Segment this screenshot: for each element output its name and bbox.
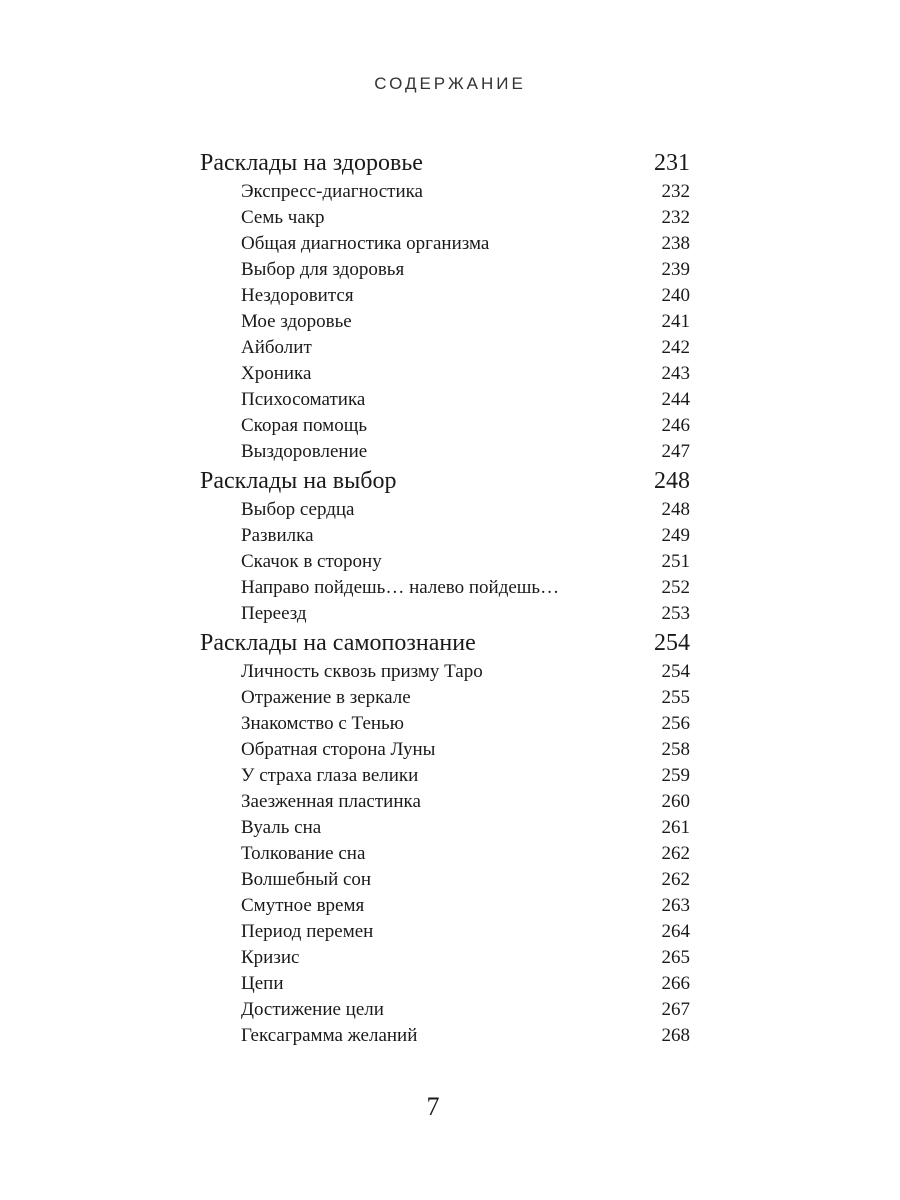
entry-title: Скачок в сторону xyxy=(241,551,382,572)
toc-entry[interactable] xyxy=(200,309,690,335)
toc-entry[interactable] xyxy=(200,685,690,711)
toc-entry[interactable] xyxy=(200,659,690,685)
entry-title: Толкование сна xyxy=(241,843,366,864)
entry-page-number: 232 xyxy=(661,207,690,228)
section-title: Расклады на выбор xyxy=(200,468,397,494)
entry-page-number: 249 xyxy=(661,525,690,546)
toc-entry[interactable] xyxy=(200,737,690,763)
entry-title: Период перемен xyxy=(241,921,374,942)
toc-entry[interactable] xyxy=(200,867,690,893)
toc-entry[interactable] xyxy=(200,439,690,465)
entry-page-number: 267 xyxy=(661,999,690,1020)
entry-page-number: 239 xyxy=(661,259,690,280)
entry-title: Вуаль сна xyxy=(241,817,322,838)
toc-section-heading[interactable] xyxy=(200,465,690,497)
toc-entry[interactable] xyxy=(200,497,690,523)
entry-page-number: 259 xyxy=(661,765,690,786)
entry-page-number: 252 xyxy=(661,577,690,598)
toc-entry[interactable] xyxy=(200,711,690,737)
entry-title: Отражение в зеркале xyxy=(241,687,411,708)
entry-page-number: 262 xyxy=(661,843,690,864)
toc-entry[interactable] xyxy=(200,413,690,439)
entry-page-number: 246 xyxy=(661,415,690,436)
entry-page-number: 253 xyxy=(661,603,690,624)
toc-entry[interactable] xyxy=(200,919,690,945)
entry-title: Айболит xyxy=(241,337,312,358)
entry-title: Экспресс-диагностика xyxy=(241,181,423,202)
toc-entry[interactable] xyxy=(200,997,690,1023)
entry-title: Выздоровление xyxy=(241,441,368,462)
entry-title: Обратная сторона Луны xyxy=(241,739,436,760)
toc-entry[interactable] xyxy=(200,789,690,815)
entry-page-number: 243 xyxy=(661,363,690,384)
toc-entry[interactable] xyxy=(200,335,690,361)
entry-page-number: 248 xyxy=(661,499,690,520)
toc-entry[interactable] xyxy=(200,971,690,997)
entry-page-number: 268 xyxy=(661,1025,690,1046)
page-number-footer: 7 xyxy=(426,1092,440,1121)
entry-title: Цепи xyxy=(241,973,284,994)
toc-entry[interactable] xyxy=(200,231,690,257)
section-page-number: 231 xyxy=(654,150,690,176)
toc-entry[interactable] xyxy=(200,945,690,971)
toc-entry[interactable] xyxy=(200,893,690,919)
toc-entry[interactable] xyxy=(200,257,690,283)
toc-entry[interactable] xyxy=(200,815,690,841)
entry-page-number: 262 xyxy=(661,869,690,890)
entry-title: Скорая помощь xyxy=(241,415,367,436)
entry-page-number: 258 xyxy=(661,739,690,760)
entry-page-number: 242 xyxy=(661,337,690,358)
toc-entry[interactable] xyxy=(200,549,690,575)
toc-entry[interactable] xyxy=(200,179,690,205)
entry-title: Нездоровится xyxy=(241,285,354,306)
entry-page-number: 232 xyxy=(661,181,690,202)
entry-page-number: 238 xyxy=(661,233,690,254)
entry-page-number: 251 xyxy=(661,551,690,572)
entry-page-number: 263 xyxy=(661,895,690,916)
toc-section-heading[interactable] xyxy=(200,627,690,659)
entry-page-number: 256 xyxy=(661,713,690,734)
toc-section-heading[interactable] xyxy=(200,147,690,179)
entry-title: Достижение цели xyxy=(241,999,384,1020)
entry-title: Кризис xyxy=(241,947,300,968)
toc-entry[interactable] xyxy=(200,523,690,549)
entry-page-number: 241 xyxy=(661,311,690,332)
entry-page-number: 261 xyxy=(661,817,690,838)
entry-title: Переезд xyxy=(241,603,307,624)
section-page-number: 254 xyxy=(654,630,690,656)
entry-page-number: 244 xyxy=(661,389,690,410)
entry-title: Заезженная пластинка xyxy=(241,791,421,812)
toc-entry[interactable] xyxy=(200,763,690,789)
entry-title: Гексаграмма желаний xyxy=(241,1025,418,1046)
entry-page-number: 260 xyxy=(661,791,690,812)
section-title: Расклады на самопознание xyxy=(200,630,476,656)
toc-entry[interactable] xyxy=(200,361,690,387)
entry-title: Волшебный сон xyxy=(241,869,372,890)
entry-title: Личность сквозь призму Таро xyxy=(241,661,483,682)
entry-page-number: 264 xyxy=(661,921,690,942)
page-header-title: СОДЕРЖАНИЕ xyxy=(374,74,526,93)
entry-title: Общая диагностика организма xyxy=(241,233,490,254)
entry-title: Знакомство с Тенью xyxy=(241,713,404,734)
entry-page-number: 255 xyxy=(661,687,690,708)
entry-title: Выбор для здоровья xyxy=(241,259,405,280)
entry-title: Выбор сердца xyxy=(241,499,355,520)
toc-entry[interactable] xyxy=(200,601,690,627)
entry-title: У страха глаза велики xyxy=(241,765,419,786)
entry-title: Психосоматика xyxy=(241,389,366,410)
entry-title: Смутное время xyxy=(241,895,365,916)
section-page-number: 248 xyxy=(654,468,690,494)
toc-entry[interactable] xyxy=(200,1023,690,1049)
toc-entry[interactable] xyxy=(200,283,690,309)
toc-entry[interactable] xyxy=(200,387,690,413)
entry-title: Мое здоровье xyxy=(241,311,352,332)
entry-title: Развилка xyxy=(241,525,314,546)
entry-page-number: 247 xyxy=(661,441,690,462)
section-title: Расклады на здоровье xyxy=(200,150,423,176)
entry-page-number: 265 xyxy=(661,947,690,968)
toc-entry[interactable] xyxy=(200,575,690,601)
entry-title: Направо пойдешь… налево пойдешь… xyxy=(241,577,560,598)
toc-entry[interactable] xyxy=(200,205,690,231)
entry-page-number: 266 xyxy=(661,973,690,994)
entry-page-number: 254 xyxy=(661,661,690,682)
table-of-contents xyxy=(200,147,690,1049)
toc-entry[interactable] xyxy=(200,841,690,867)
entry-title: Хроника xyxy=(241,363,312,384)
entry-page-number: 240 xyxy=(661,285,690,306)
entry-title: Семь чакр xyxy=(241,207,325,228)
